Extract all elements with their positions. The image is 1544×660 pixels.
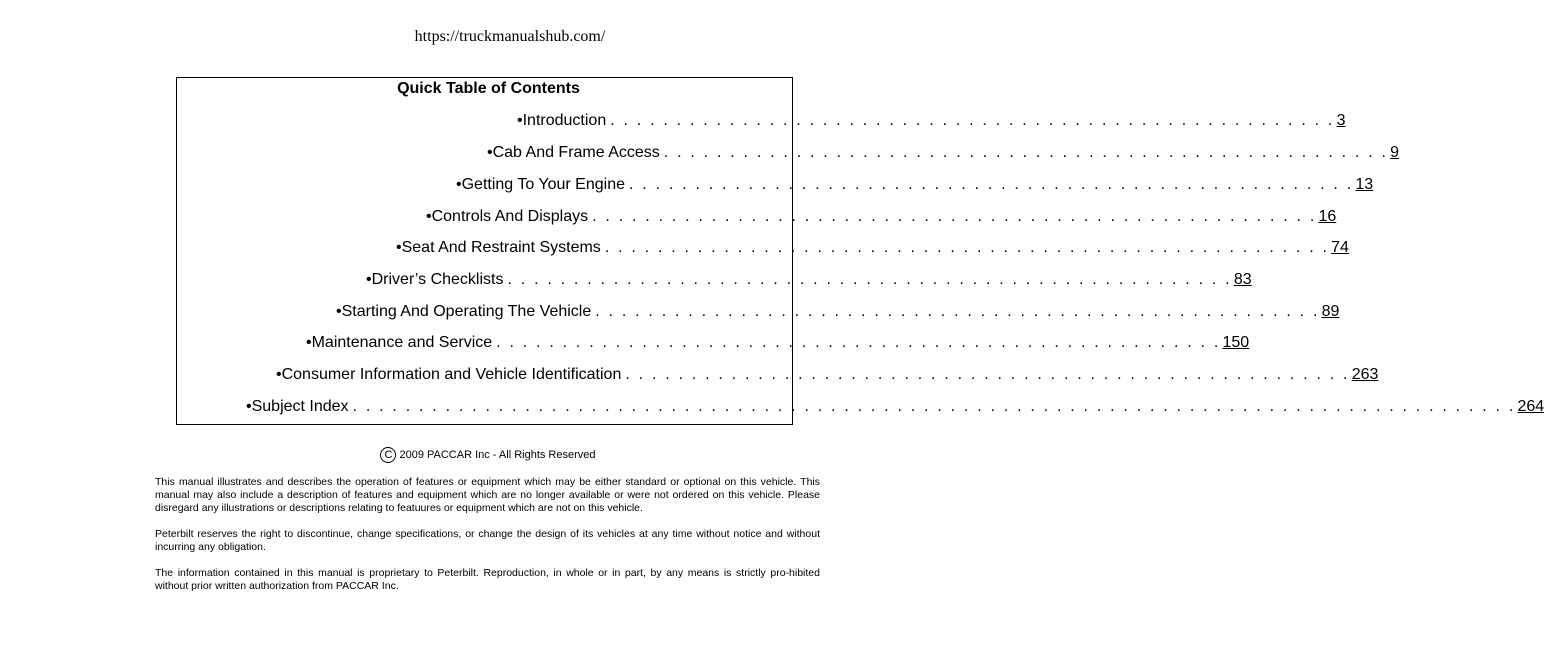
toc-leader-dots: . . . . . . . . . . . . . . . . . . . . . . . . . . . . . . . . . . . . . . . . . . . . . . . . . . . . . . .: [592, 208, 1317, 225]
copyright-line: [0, 447, 976, 463]
toc-entry-starting-operating[interactable]: [336, 303, 1340, 325]
toc-entry-maintenance-service[interactable]: [306, 334, 1250, 356]
source-url: https://truckmanualshub.com/: [414, 28, 606, 45]
toc-leader-dots: . . . . . . . . . . . . . . . . . . . . . . . . . . . . . . . . . . . . . . . . . . . . . . . . . . . . . . .: [595, 303, 1320, 320]
toc-entry-cab-frame-access[interactable]: [487, 144, 1400, 166]
toc-entry-controls-displays[interactable]: [426, 208, 1337, 230]
toc-leader-dots: . . . . . . . . . . . . . . . . . . . . . . . . . . . . . . . . . . . . . . . . . . . . . . . . . . . . . . . . . . . . . . . . . . . . . . . . . . . . . . . . . . . . . . . .: [352, 398, 1516, 415]
toc-entry-subject-index[interactable]: [246, 398, 1544, 420]
toc-page-number[interactable]: 150: [1222, 334, 1250, 351]
toc-page-number[interactable]: 74: [1331, 239, 1349, 256]
toc-entry-label: •Getting To Your Engine: [456, 176, 625, 193]
toc-entry-label: •Consumer Information and Vehicle Identification: [276, 366, 622, 383]
toc-title: Quick Table of Contents: [397, 80, 580, 97]
toc-entry-label: •Subject Index: [246, 398, 349, 415]
toc-entry-label: •Controls And Displays: [426, 208, 589, 225]
toc-page-number[interactable]: 83: [1233, 271, 1252, 288]
toc-entry-label: •Seat And Restraint Systems: [396, 239, 601, 256]
toc-page-number[interactable]: 9: [1390, 144, 1400, 161]
toc-leader-dots: . . . . . . . . . . . . . . . . . . . . . . . . . . . . . . . . . . . . . . . . . . . . . . . . . . . . . . .: [610, 112, 1335, 129]
toc-leader-dots: . . . . . . . . . . . . . . . . . . . . . . . . . . . . . . . . . . . . . . . . . . . . . . . . . . . . . . .: [625, 366, 1350, 383]
toc-leader-dots: . . . . . . . . . . . . . . . . . . . . . . . . . . . . . . . . . . . . . . . . . . . . . . . . . . . . . . .: [496, 334, 1221, 351]
copyright-icon: C: [380, 447, 396, 463]
disclaimer-paragraph: This manual illustrates and describes the operation of features or equipment which may be either standard or optional on this vehicle. This manual may also include a description of features and equipment which are no longer available or were not ordered on this vehicle. Please disregard any illustrations or descriptions relating to featuures or equipment which are not on this vehicle.: [155, 476, 820, 514]
copyright-text: 2009 PACCAR Inc - All Rights Reserved: [399, 449, 596, 461]
toc-page-number[interactable]: 13: [1355, 176, 1374, 193]
rights-paragraph: Peterbilt reserves the right to discontinue, change specifications, or change the design of its vehicles at any time without notice and without incurring any obligation.: [155, 528, 820, 553]
toc-page-number[interactable]: 89: [1321, 303, 1340, 320]
toc-entry-drivers-checklists[interactable]: [366, 271, 1252, 293]
toc-leader-dots: . . . . . . . . . . . . . . . . . . . . . . . . . . . . . . . . . . . . . . . . . . . . . . . . . . . . . . .: [663, 144, 1389, 161]
toc-entry-consumer-information[interactable]: [276, 366, 1379, 388]
toc-entry-label: •Introduction: [517, 112, 607, 129]
toc-page-number[interactable]: 3: [1336, 112, 1346, 129]
proprietary-paragraph: The information contained in this manual is proprietary to Peterbilt. Reproduction, in whole or in part, by any means is strictly pro-hibited without prior written authorization from PACCAR Inc.: [155, 567, 820, 592]
toc-entry-label: •Cab And Frame Access: [487, 144, 660, 161]
toc-entry-seat-restraint[interactable]: [396, 239, 1349, 261]
toc-leader-dots: . . . . . . . . . . . . . . . . . . . . . . . . . . . . . . . . . . . . . . . . . . . . . . . . . . . . . . .: [507, 271, 1232, 288]
toc-entry-introduction[interactable]: [517, 112, 1346, 134]
toc-entry-getting-to-engine[interactable]: [456, 176, 1374, 198]
toc-page-number[interactable]: 264: [1517, 398, 1544, 415]
toc-page-number[interactable]: 263: [1351, 366, 1379, 383]
toc-entry-label: •Driver’s Checklists: [366, 271, 504, 288]
toc-entry-label: •Starting And Operating The Vehicle: [336, 303, 592, 320]
toc-leader-dots: . . . . . . . . . . . . . . . . . . . . . . . . . . . . . . . . . . . . . . . . . . . . . . . . . . . . . . .: [629, 176, 1354, 193]
toc-page-number[interactable]: 16: [1318, 208, 1337, 225]
toc-leader-dots: . . . . . . . . . . . . . . . . . . . . . . . . . . . . . . . . . . . . . . . . . . . . . . . . . . . . . . .: [604, 239, 1330, 256]
toc-entry-label: •Maintenance and Service: [306, 334, 493, 351]
